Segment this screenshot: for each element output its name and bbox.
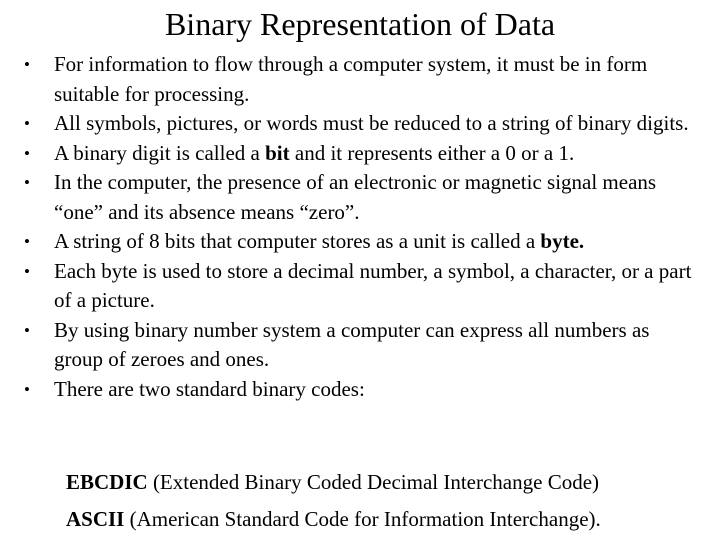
code-line-ebcdic [66,468,599,498]
bullet-item [24,316,700,375]
bullet-text: In the computer, the presence of an electronic or magnetic signal means “one” and its absence means “zero”. [54,170,657,224]
bullet-item [24,139,700,169]
bullet-dot-icon: • [24,320,30,340]
bullet-bold-term: bit [265,140,290,165]
bullet-item [24,227,700,257]
bullet-text: All symbols, pictures, or words must be reduced to a string of binary digits. [54,111,689,135]
bullet-list [24,50,700,404]
bullet-text-post: and it represents either a 0 or a 1. [289,140,575,165]
bullet-dot-icon: • [24,379,30,399]
bullet-text-pre: A binary digit is called a [54,140,266,165]
bullet-text: For information to flow through a computer system, it must be in form suitable for processing. [54,52,648,106]
bullet-bold-term: byte. [540,229,585,253]
bullet-dot-icon: • [24,173,30,192]
bullet-dot-icon: • [24,55,30,74]
bullet-dot-icon: • [24,114,30,133]
bullet-item [24,50,700,109]
bullet-item [24,257,700,316]
bullet-item [24,109,700,139]
code-line-ascii [66,505,601,535]
code-abbr: ASCII [66,507,125,531]
code-abbr: EBCDIC [66,470,148,494]
code-desc: (American Standard Code for Information Interchange). [124,507,601,531]
bullet-text: Each byte is used to store a decimal number, a symbol, a character, or a part of a picture. [54,258,692,312]
bullet-dot-icon: • [24,232,30,251]
bullet-text: By using binary number system a computer can express all numbers as group of zeroes and ones. [54,317,650,371]
bullet-item [24,168,700,227]
bullet-text-pre: A string of 8 bits that computer stores as a unit is called a [54,229,541,253]
bullet-dot-icon: • [24,143,30,163]
slide-title: Binary Representation of Data [164,6,556,42]
code-desc: (Extended Binary Coded Decimal Interchange Code) [147,470,600,494]
bullet-text: There are two standard binary codes: [54,376,365,401]
bullet-item [24,375,700,405]
bullet-dot-icon: • [24,261,30,281]
